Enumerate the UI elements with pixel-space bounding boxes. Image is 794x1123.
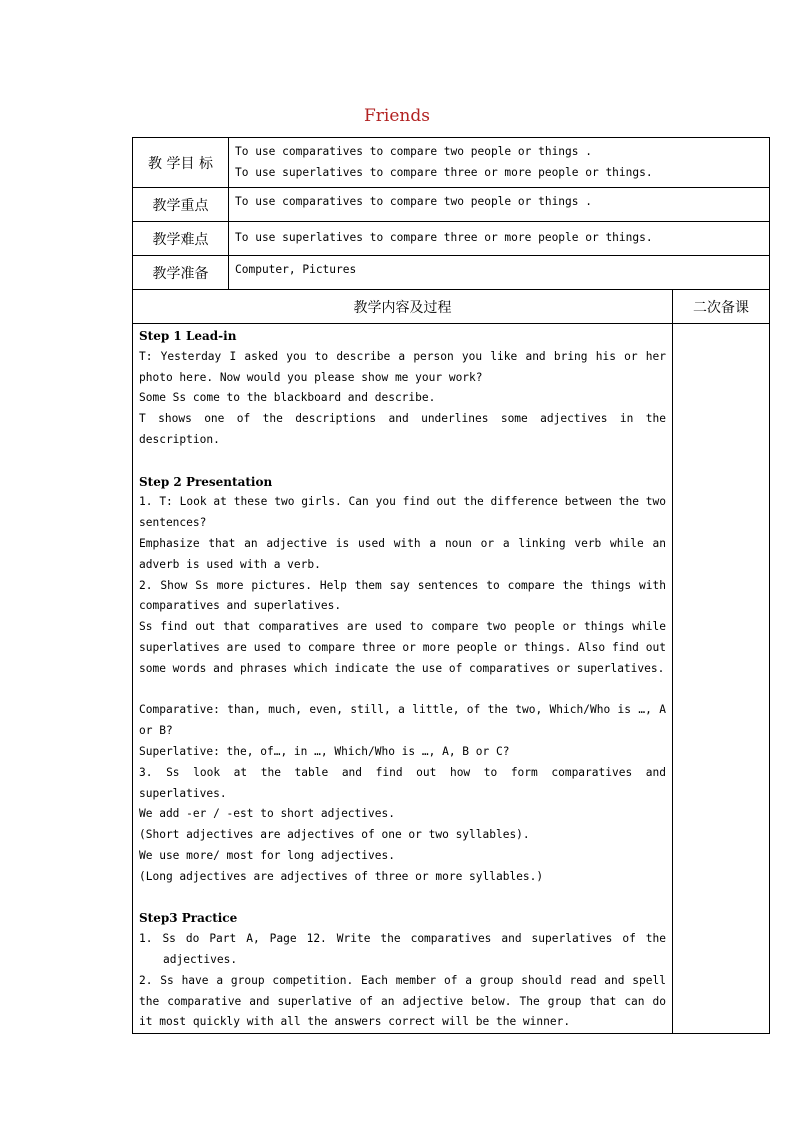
preparation-value: Computer, Pictures xyxy=(229,256,770,290)
step2-title: Step 2 Presentation xyxy=(139,474,273,489)
difficulties-value: To use superlatives to compare three or more people or things. xyxy=(229,222,770,256)
step2-line1: 1. T: Look at these two girls. Can you find out the difference between the two sentences? xyxy=(139,495,666,530)
step1-line2: Some Ss come to the blackboard and describe. xyxy=(139,391,436,405)
preparation-label: 教学准备 xyxy=(133,256,229,290)
step3-line1: 1. Ss do Part A, Page 12. Write the comparatives and superlatives of the adjectives. xyxy=(139,932,666,966)
objectives-value xyxy=(229,138,770,188)
page-title: Friends xyxy=(364,106,430,126)
key-points-row xyxy=(133,188,770,222)
step2-line10: We use more/ most for long adjectives. xyxy=(139,848,395,862)
step2-line3: 2. Show Ss more pictures. Help them say sentences to compare the things with comparatives and superlatives. xyxy=(139,578,666,613)
step1-line3: T shows one of the descriptions and underlines some adjectives in the description. xyxy=(139,412,666,446)
preparation-row xyxy=(133,256,770,290)
key-points-label: 教学重点 xyxy=(133,188,229,222)
step3-line2: 2. Ss have a group competition. Each member of a group should read and spell the comparative and superlative of an adjective below. The group that can do it most quickly with all the answers correct will be the winner. xyxy=(139,973,666,1029)
notes-header: 二次备课 xyxy=(673,290,770,324)
step2-line11: (Long adjectives are adjectives of three or more syllables.) xyxy=(139,869,544,883)
objective-1: To use comparatives to compare two people or things . xyxy=(235,145,592,158)
content-header-row xyxy=(133,290,770,324)
lesson-plan-table xyxy=(132,137,770,1034)
step2-line8: We add -er / -est to short adjectives. xyxy=(139,807,395,821)
difficulties-row xyxy=(133,222,770,256)
objectives-label: 教 学目 标 xyxy=(133,138,229,188)
content-row xyxy=(133,324,770,1034)
content-header: 教学内容及过程 xyxy=(133,290,673,324)
step2-line9: (Short adjectives are adjectives of one or two syllables). xyxy=(139,828,530,842)
step2-superlative: Superlative: the, of…, in …, Which/Who is …, A, B or C? xyxy=(139,744,510,758)
key-points-value: To use comparatives to compare two people or things . xyxy=(229,188,770,222)
objective-2: To use superlatives to compare three or more people or things. xyxy=(235,165,653,179)
step2-comparative: Comparative: than, much, even, still, a little, of the two, Which/Who is …, A or B? xyxy=(139,703,666,738)
step1-title: Step 1 Lead-in xyxy=(139,329,237,343)
difficulties-label: 教学难点 xyxy=(133,222,229,256)
step2-line2: Emphasize that an adjective is used with a noun or a linking verb while an adverb is used with a verb. xyxy=(139,536,666,571)
step1-line1: T: Yesterday I asked you to describe a person you like and bring his or her photo here. Now would you please show me your work? xyxy=(139,349,666,384)
step2-line7: 3. Ss look at the table and find out how to form comparatives and superlatives. xyxy=(139,765,666,800)
step3-title: Step3 Practice xyxy=(139,911,238,926)
lesson-content xyxy=(133,324,673,1034)
notes-cell xyxy=(673,324,770,1034)
step2-line4: Ss find out that comparatives are used to compare two people or things while superlatives are used to compare three or more people or things. Also find out some words and phrases which indicate the use of comparatives or superlatives. xyxy=(139,620,666,675)
objectives-row xyxy=(133,138,770,188)
